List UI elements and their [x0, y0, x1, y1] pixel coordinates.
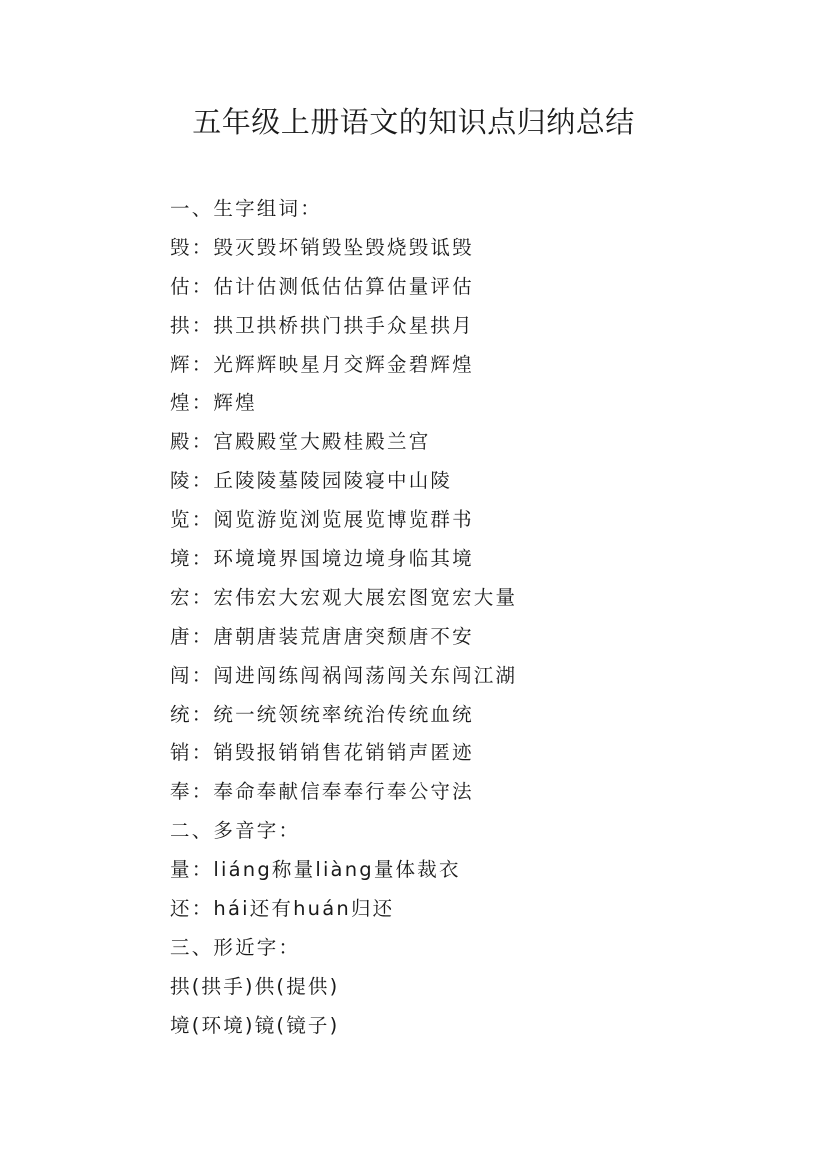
- polyphone-line-huan: 还：hái还有huán归还: [170, 897, 395, 921]
- vocab-line-tang: 唐：唐朝唐装荒唐唐突颓唐不安: [170, 624, 474, 648]
- document-title: 五年级上册语文的知识点归纳总结: [192, 105, 635, 139]
- vocab-line-jing: 境：环境境界国境边境身临其境: [170, 547, 474, 571]
- vocab-line-hui-brilliance: 辉：光辉辉映星月交辉金碧辉煌: [170, 352, 474, 376]
- vocab-line-xiao: 销：销毁报销销售花销销声匿迹: [170, 741, 474, 765]
- similar-char-line-jing: 境(环境)镜(镜子): [170, 1013, 340, 1037]
- vocab-line-chuang: 闯：闯进闯练闯祸闯荡闯关东闯江湖: [170, 663, 518, 687]
- vocab-line-hong: 宏：宏伟宏大宏观大展宏图宽宏大量: [170, 585, 518, 609]
- vocab-line-lan: 览：阅览游览浏览展览博览群书: [170, 508, 474, 532]
- vocab-line-gong: 拱：拱卫拱桥拱门拱手众星拱月: [170, 313, 474, 337]
- section-heading-similar-characters: 三、形近字：: [170, 935, 301, 959]
- polyphone-line-liang: 量：liáng称量liàng量体裁衣: [170, 858, 461, 882]
- section-heading-polyphones: 二、多音字：: [170, 819, 301, 843]
- vocab-line-hui: 毁：毁灭毁坏销毁坠毁烧毁诋毁: [170, 235, 474, 259]
- vocab-line-huang: 煌：辉煌: [170, 391, 257, 415]
- similar-char-line-gong: 拱(拱手)供(提供): [170, 974, 340, 998]
- section-heading-new-characters: 一、生字组词：: [170, 197, 322, 220]
- vocab-line-tong: 统：统一统领统率统治传统血统: [170, 702, 474, 726]
- vocab-line-dian: 殿：宫殿殿堂大殿桂殿兰宫: [170, 430, 431, 454]
- vocab-line-gu: 估：估计估测低估估算估量评估: [170, 274, 474, 298]
- vocab-line-ling: 陵：丘陵陵墓陵园陵寝中山陵: [170, 469, 453, 493]
- vocab-line-feng: 奉：奉命奉献信奉奉行奉公守法: [170, 780, 474, 804]
- document-body: [170, 190, 770, 1046]
